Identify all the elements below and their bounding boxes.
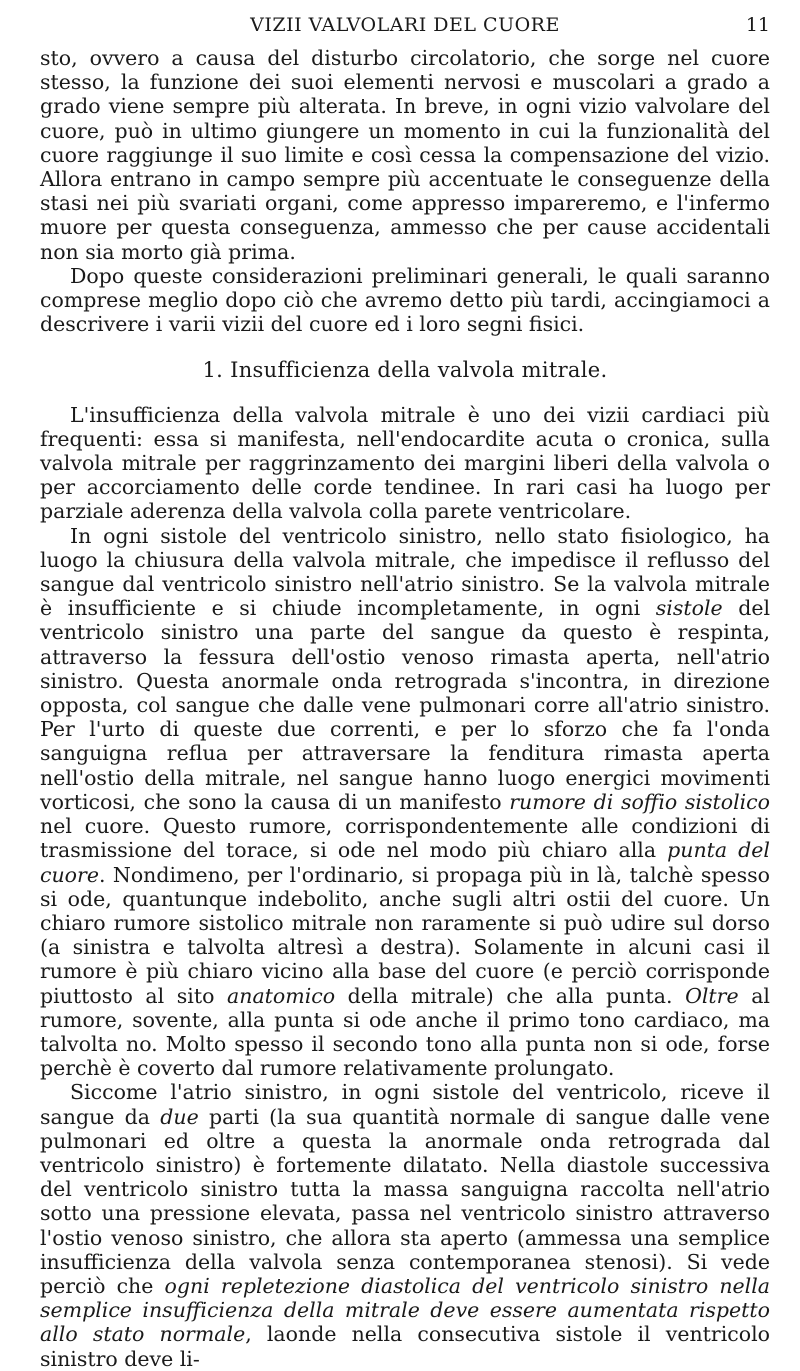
paragraph-systole [40, 524, 770, 1081]
text-run: L'insufficienza della valvola mitrale è uno dei vizii cardiaci più frequenti: essa si manifesta, nell'endocardite acuta o cronica, sulla valvola mitrale per raggrinzamento dei margini liberi della valvola o per accorciamento delle corde tendinee. In rari casi ha luogo per parziale aderenza della valvola colla parete ventricolare. [40, 402, 770, 524]
text-run: nel cuore. Questo rumore, corrispondentemente alle condizioni di trasmissione del torace, si ode nel modo più chiaro alla [40, 814, 770, 863]
paragraph-continuation [40, 46, 770, 264]
book-page [40, 0, 771, 1371]
body-text [40, 46, 770, 1371]
italic-term-due: due [160, 1104, 199, 1129]
text-run: al rumore, sovente, alla punta si ode anche il primo tono cardiaco, ma talvolta no. Molto spesso il secondo tono alla punta non si ode, forse perchè è coverto dal rumore relativamente prolungato. [40, 983, 770, 1081]
paragraph-considerations [40, 264, 770, 337]
text-run: della mitrale) che alla punta. [335, 983, 686, 1008]
paragraph-insufficiency-intro [40, 403, 770, 524]
text-run: parti (la sua quantità normale di sangue dalle vene pulmonari ed oltre a questa la anormale onda retrograda dal ventricolo sinistro) è fortemente dilatato. Nella diastole successiva del ventricolo sinistro tutta la massa sanguigna raccolta nell'atrio sotto una pressione elevata, passa nel ventricolo sinistro attraverso l'ostio venoso sinistro, che allora sta aperto (ammessa una semplice insufficienza della valvola senza contemporanea stenosi). Si vede perciò che [40, 1104, 771, 1298]
page-number: 11 [745, 14, 770, 36]
text-run: In ogni sistole del ventricolo sinistro, nello stato fisiologico, ha luogo la chiusura della valvola mitrale, che impedisce il reflusso del sangue dal ventricolo sinistro nell'atrio sinistro. Se la valvola mitrale è insufficiente e si chiude incompletamente, in ogni [40, 523, 770, 621]
running-header [40, 0, 770, 46]
text-run: sto, ovvero a causa del disturbo circolatorio, che sorge nel cuore stesso, la funzione dei suoi elementi nervosi e muscolari a grado a grado viene sempre più alterata. In breve, in ogni vizio valvolare del cuore, può in ultimo giungere un momento in cui la funzionalità del cuore raggiunge il suo limite e così cessa la compensazione del vizio. Allora entrano in campo sempre più accentuate le conseguenze della stasi nei più svariati organi, come appresso impareremo, e l'infermo muore per questa conseguenza, ammesso che per cause accidentali non sia morto già prima. [40, 46, 770, 264]
paragraph-atrium [40, 1080, 770, 1370]
section-heading: 1. Insufficienza della valvola mitrale. [202, 358, 608, 383]
text-run: , laonde nella consecutiva sistole il ventricolo sinistro deve li- [40, 1322, 770, 1371]
text-run: Dopo queste considerazioni preliminari generali, le quali saranno comprese meglio dopo ciò che avremo detto più tardi, accingiamoci a descrivere i varii vizii del cuore ed i loro segni fisici. [40, 263, 770, 337]
italic-term-anatomico: anatomico [227, 983, 336, 1008]
text-run: Siccome l'atrio sinistro, in ogni sistole del ventricolo, riceve il sangue da [40, 1080, 770, 1129]
text-run: . Nondimeno, per l'ordinario, si propaga più in là, talchè spesso si ode, quantunque indebolito, anche sugli altri ostii del cuore. Un chiaro rumore sistolico mitrale non raramente si può udire sul dorso (a sinistra e talvolta altresì a destra). Solamente in alcuni casi il rumore è più chiaro vicino alla base del cuore (e perciò corrisponde piuttosto al sito [40, 862, 770, 1008]
text-run: del ventricolo sinistro una parte del sangue da questo è respinta, attraverso la fessura dell'ostio venoso rimasta aperta, nell'atrio sinistro. Questa anormale onda retrograda s'incontra, in direzione opposta, col sangue che dalle vene pulmonari corre all'atrio sinistro. Per l'urto di queste due correnti, e per lo sforzo che fa l'onda sanguigna reflua per attraversare la fenditura rimasta aperta nell'ostio della mitrale, nel sangue hanno luogo energici movimenti vorticosi, che sono la causa di un manifesto [40, 596, 771, 814]
italic-term-rumore: rumore di soffio sistolico [509, 789, 770, 814]
running-title: VIZII VALVOLARI DEL CUORE [250, 14, 560, 36]
italic-term-repletezione: ogni repletezione diastolica del ventricolo sinistro nella semplice insufficienza della mitrale deve essere aumentata rispetto allo stato normale [40, 1273, 770, 1347]
italic-term-sistole: sistole [655, 596, 723, 621]
italic-term-punta: punta del cuore [40, 838, 770, 887]
italic-term-oltre: Oltre [685, 983, 739, 1008]
